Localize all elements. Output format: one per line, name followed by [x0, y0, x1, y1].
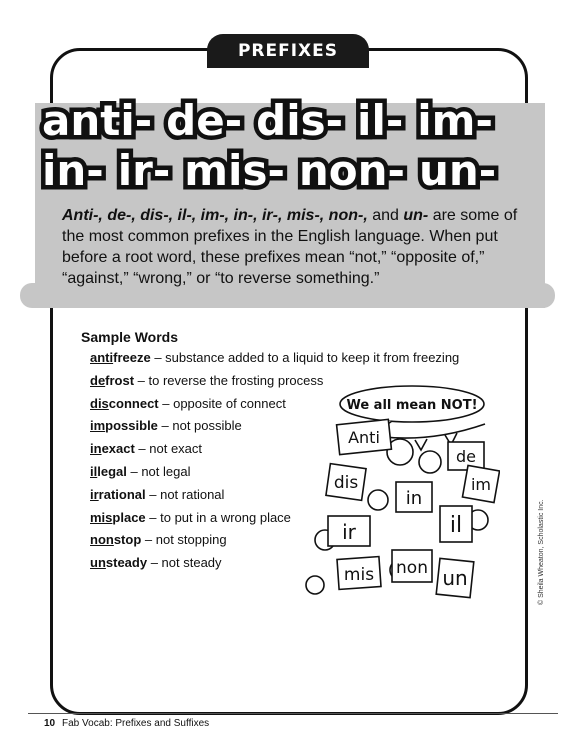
word-root: stop [113, 532, 142, 548]
title-prefix: in- [42, 146, 104, 195]
title-prefix: ir- [117, 146, 171, 195]
word-prefix: in [90, 441, 102, 457]
word-root: legal [97, 463, 127, 479]
word-root: connect [108, 395, 159, 411]
sign-label: dis [333, 473, 359, 493]
word-root: rational [98, 486, 146, 502]
word-root: exact [101, 441, 135, 457]
sign-label: in [405, 488, 423, 509]
title-prefix: anti- [42, 96, 153, 145]
title-prefix: un- [418, 146, 497, 195]
character-head [419, 451, 441, 473]
word-prefix: un [90, 555, 106, 571]
word-definition: – not possible [157, 418, 242, 434]
title-prefix: mis- [184, 146, 285, 195]
footer-rule [28, 713, 558, 714]
title-prefix: il- [357, 96, 404, 145]
list-item [90, 350, 459, 373]
word-definition: – to put in a wrong place [145, 509, 291, 525]
intro-prefix-list: Anti-, de-, dis-, il-, im-, in-, ir-, mis-, non-, [62, 207, 368, 224]
word-prefix: il [90, 463, 98, 479]
speech-text: We all mean NOT! [346, 398, 478, 413]
word-prefix: im [90, 418, 106, 434]
word-definition: – to reverse the frosting process [134, 372, 324, 388]
word-definition: – not exact [134, 441, 203, 457]
character-head [368, 490, 388, 510]
intro-last-prefix: un- [403, 207, 429, 224]
page-number: 10 [44, 718, 56, 729]
prefix-characters-illustration [300, 380, 500, 610]
word-prefix: de [90, 372, 106, 388]
word-root: frost [105, 372, 135, 388]
character-head [306, 576, 324, 594]
title-prefix: non- [298, 146, 405, 195]
intro-rest: are some of the most common prefixes in the English language. When put before a root word, these prefixes mean “not,” “opposite of,” “against,” “wrong,” or “to reverse something.” [62, 207, 518, 287]
word-root: steady [105, 555, 148, 571]
word-definition: – opposite of connect [158, 395, 286, 411]
copyright-credit: © Sheila Wheaton, Scholastic Inc. [538, 499, 545, 605]
footer-book-title: Fab Vocab: Prefixes and Suffixes [62, 718, 210, 729]
word-prefix: mis [90, 509, 113, 525]
section-tab: PREFIXES [207, 34, 369, 68]
sign-label: im [470, 475, 492, 494]
word-definition: – not rational [145, 486, 225, 502]
intro-and: and [372, 207, 399, 224]
word-definition: – substance added to a liquid to keep it from freezing [150, 350, 460, 365]
word-root: place [112, 509, 146, 525]
sign-label: non [396, 558, 428, 578]
title-prefix: dis- [256, 96, 344, 145]
title-row-1 [42, 96, 562, 145]
title-prefix: de- [166, 96, 243, 145]
sign-label: de [456, 447, 476, 466]
sample-words-heading: Sample Words [81, 329, 178, 345]
sign-label: mis [343, 565, 375, 585]
word-prefix: ir [90, 486, 99, 502]
word-definition: – not legal [126, 463, 191, 479]
word-root: possible [105, 418, 158, 434]
word-root: freeze [113, 350, 151, 365]
sign-label: ir [342, 520, 356, 544]
word-prefix: non [90, 532, 114, 548]
intro-paragraph [62, 205, 522, 289]
sign-label: Anti [348, 428, 380, 447]
sign-label: un [442, 566, 468, 590]
word-prefix: anti [90, 350, 114, 365]
title-row-2 [42, 146, 562, 195]
word-definition: – not stopping [141, 532, 227, 548]
title-prefix: im- [417, 96, 493, 145]
word-definition: – not steady [147, 555, 222, 571]
word-prefix: dis [90, 395, 109, 411]
sign-label: il [449, 513, 463, 538]
